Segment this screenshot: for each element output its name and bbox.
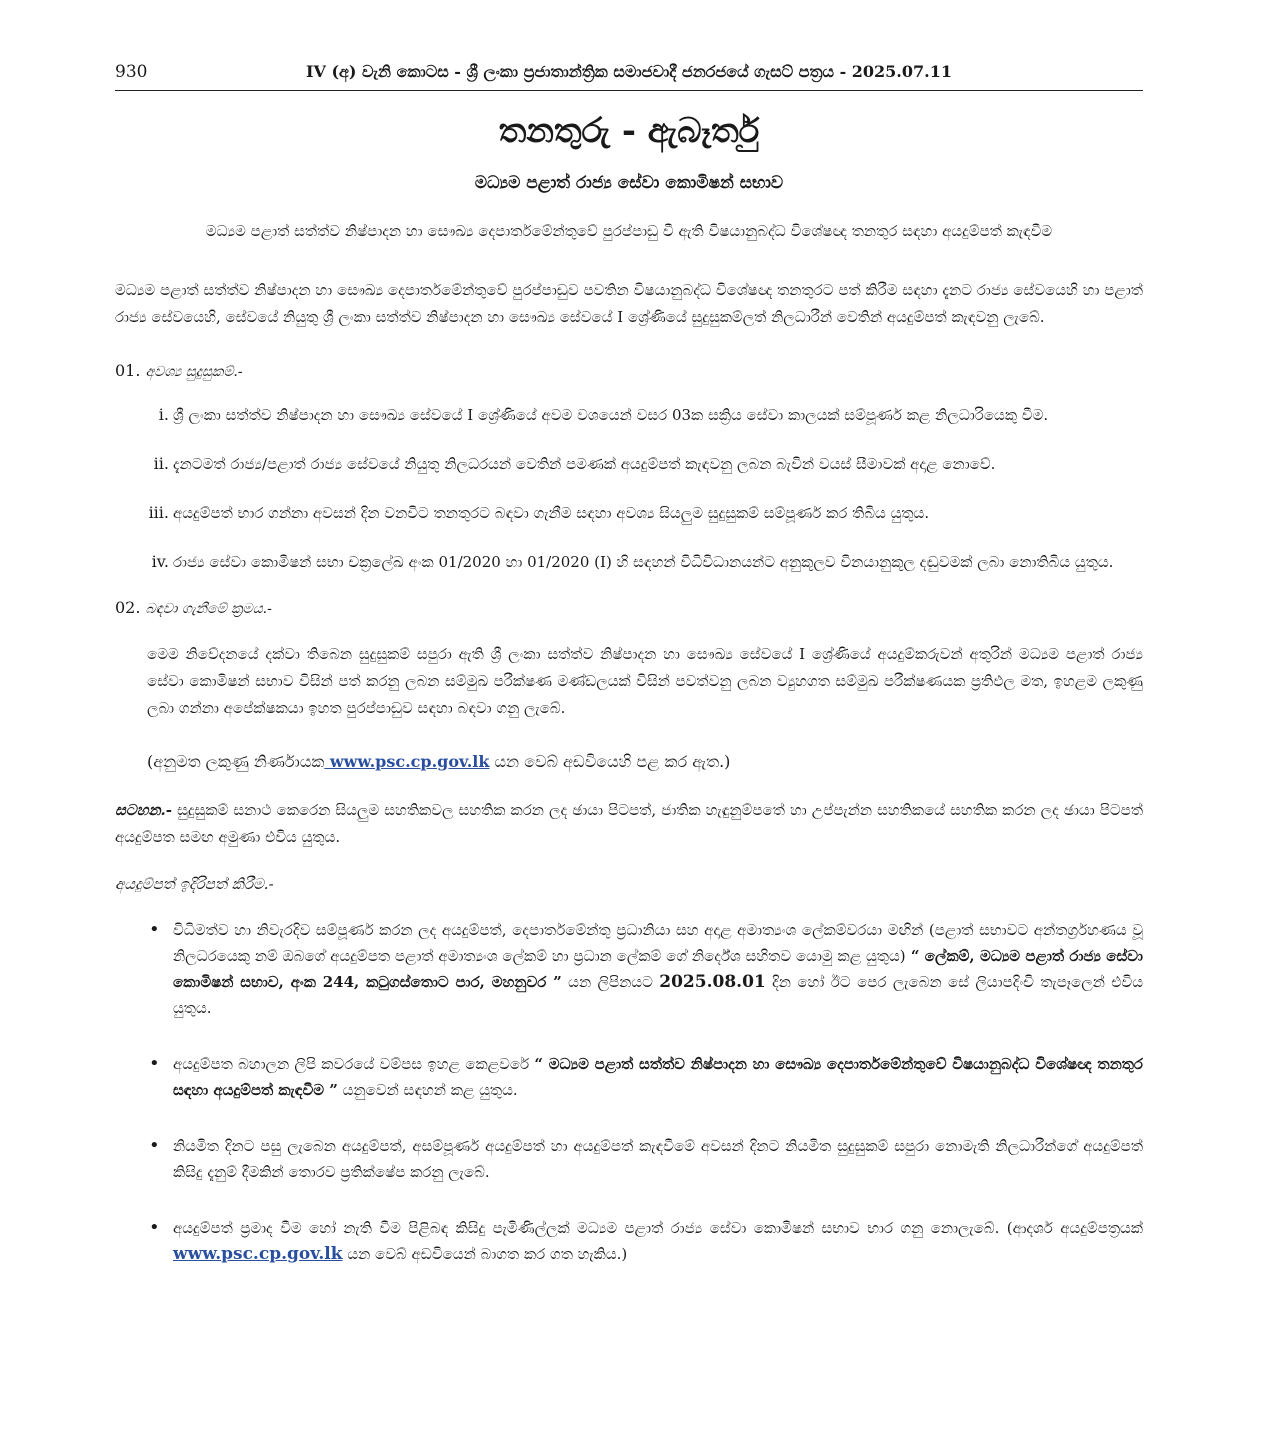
application-instructions-list bbox=[115, 917, 1143, 1267]
item-number: iii. bbox=[148, 503, 169, 522]
gazette-header-text: IV (අ) වැනි කොටස - ශ්‍රී ලංකා ප්‍රජාතාන්ත්‍රික සමාජවාදී ජනරජයේ ගැසට් පත්‍රය - 2025.07.11 bbox=[306, 62, 952, 81]
section-2-heading bbox=[115, 598, 1143, 617]
commission-name: මධ්‍යම පළාත් රාජ්‍ය සේවා කොමිෂන් සභාව bbox=[474, 173, 784, 193]
bullet-3-text: නියමිත දිනට පසු ලැබෙන අයදුම්පත්, අසම්පූර්ණ අයදුම්පත් හා අයදුම්පත් කැඳවීමේ අවසන් දිනට නියමිත සුදුසුකම් සපුරා නොමැති නිලධාරීන්ගේ අයදුම්පත් කිසිදු දැනුම් දීමකින් තොරව ප්‍රතික්ෂේප කරනු ලැබේ. bbox=[173, 1137, 1143, 1181]
approved-criteria-line bbox=[115, 748, 1143, 775]
approved-criteria-suffix: යන වෙබ් අඩවියෙහි පළ කර ඇත.) bbox=[489, 752, 731, 771]
intro-paragraph: මධ්‍යම පළාත් සත්ත්ව නිෂ්පාදන හා සෞඛ්‍ය දෙපාර්තමේන්තුවේ පුරප්පාඩුව පවතින විෂයානුබද්ධ විශේෂඥ තනතුරට පත් කිරීම සඳහා දැනට රාජ්‍ය සේවයෙහි හා පළාත් රාජ්‍ය සේවයෙහි, සේවයේ නියුතු ශ්‍රී ලංකා සත්ත්ව නිෂ්පාදන හා සෞඛ්‍ය සේවයේ I ශ්‍රේණියේ සුදුසුකම්ලත් නිලධාරීන් වෙතින් අයදුම්පත් කැඳවනු ලැබේ. bbox=[115, 281, 1143, 326]
list-item bbox=[153, 451, 1143, 477]
item-text: අයදුම්පත් භාර ගන්නා අවසන් දින වනවිට තනතුරට බඳවා ගැනීම සඳහා අවශ්‍ය සියලුම සුදුසුකම් සම්පූර්ණ කර තිබිය යුතුය. bbox=[173, 504, 930, 522]
bullet-2-end: යනුවෙන් සඳහන් කළ යුතුය. bbox=[337, 1081, 518, 1099]
page-title: තනතුරු - ඇබෑර්තු bbox=[498, 111, 760, 151]
bullet-1-text: විධිමත්ව හා නිවැරදිව සම්පූර්ණ කරන ලද අයදුම්පත්, දෙපාර්තමේන්තු ප්‍රධානියා සහ අදාළ අමාත්‍යංශ ලේකම්වරයා මඟින් (පළාත් සභාවට අන්තර්ග්‍රහණය වූ නිලධරයෙකු නම් ඔබගේ අයදුම්පත පළාත් අමාත්‍යංශ ලේකම් හා ප්‍රධාන ලේකම් ගේ නිර්දේශ සහිතව යොමු කළ යුතුය) bbox=[173, 921, 1143, 965]
application-heading: අයදුම්පත් ඉදිරිපත් කිරීම.- bbox=[115, 875, 274, 893]
item-number: ii. bbox=[153, 454, 169, 473]
item-text: රාජ්‍ය සේවා කොමිෂන් සභා චක්‍රලේඛ අංක 01/2020 හා 01/2020 (I) හි සඳහන් විධිවිධානයන්ට අනුකූලව විනයානුකූල දඬුවමක් ලබා නොතිබිය යුතුය. bbox=[173, 553, 1114, 571]
page-header bbox=[115, 56, 1143, 91]
section-1-label: අවශ්‍ය සුදුසුකම්.- bbox=[145, 364, 243, 380]
approved-criteria-prefix: (අනුමත ලකුණු නිර්ණායක bbox=[147, 752, 325, 771]
bullet-1-mid: යන ලිපිනයට bbox=[561, 973, 660, 991]
page-number: 930 bbox=[115, 62, 148, 82]
address-text: “ ලේකම්, මධ්‍යම පළාත් රාජ්‍ය සේවා කොමිෂන් සභාව, අංක 244, කටුගස්තොට පාර, මහනුවර ” bbox=[173, 947, 1143, 991]
psc-website-link[interactable]: www.psc.cp.gov.lk bbox=[173, 1244, 343, 1264]
list-item bbox=[149, 1051, 1143, 1103]
bullet-1-end: දින හෝ ඊට පෙර ලැබෙන සේ ලියාපදිංචි තැපෑලෙන් එවිය යුතුය. bbox=[173, 973, 1143, 1017]
list-item bbox=[149, 917, 1143, 1021]
section-1-number: 01. bbox=[115, 361, 141, 380]
item-number: i. bbox=[158, 405, 169, 424]
bullet-icon: • bbox=[149, 919, 160, 940]
bullet-icon: • bbox=[149, 1053, 160, 1074]
note-label: සටහන.- bbox=[115, 801, 173, 819]
gazette-page bbox=[115, 56, 1143, 1297]
deadline-date: 2025.08.01 bbox=[659, 972, 766, 992]
bullet-4-text: අයදුම්පත් ප්‍රමාද වීම හෝ නැති වීම පිළිබඳ කිසිදු පැමිණිල්ලක් මධ්‍යම පළාත් රාජ්‍ය සේවා කොමිෂන් සභාව භාර ගනු නොලැබේ. (ආදර්ශ අයදුම්පත්‍රයක් bbox=[173, 1219, 1143, 1237]
section-2-label: බඳවා ගැනීමේ ක්‍රමය.- bbox=[145, 601, 272, 617]
bullet-4-end: යන වෙබ් අඩවියෙන් බාගත කර ගත හැකිය.) bbox=[342, 1245, 628, 1263]
envelope-marking: “ මධ්‍යම පළාත් සත්ත්ව නිෂ්පාදන හා සෞඛ්‍ය දෙපාර්තමේන්තුවේ විෂයානුබද්ධ විශේෂඥ තනතුර සඳහා අයදුම්පත් කැඳවීම ” bbox=[173, 1055, 1143, 1099]
list-item bbox=[149, 1215, 1143, 1267]
qualifications-list bbox=[115, 402, 1143, 575]
bullet-icon: • bbox=[149, 1217, 160, 1238]
list-item bbox=[149, 1133, 1143, 1185]
section-2-number: 02. bbox=[115, 598, 141, 617]
item-number: iv. bbox=[151, 552, 169, 571]
notice-caption: මධ්‍යම පළාත් සත්ත්ව නිෂ්පාදන හා සෞඛ්‍ය දෙපාර්තමේන්තුවේ පුරප්පාඩු වී ඇති විෂයානුබද්ධ විශේෂඥ තනතුර සඳහා අයදුම්පත් කැඳවීම bbox=[205, 222, 1053, 240]
list-item bbox=[158, 402, 1143, 428]
section-1-heading bbox=[115, 361, 1143, 380]
recruitment-method-paragraph: මෙම නිවේදනයේ දක්වා තිබෙන සුදුසුකම් සපුරා ඇති ශ්‍රී ලංකා සත්ත්ව නිෂ්පාදන හා සෞඛ්‍ය සේවයේ I ශ්‍රේණියේ අයදුම්කරුවන් අතුරින් මධ්‍යම පළාත් රාජ්‍ය සේවා කොමිෂන් සභාව විසින් පත් කරනු ලබන සම්මුඛ පරීක්ෂණ මණ්ඩලයක් විසින් පවත්වනු ලබන ව්‍යුහගත සම්මුඛ පරීක්ෂණයක ප්‍රතිඵල මත, ඉහළම ලකුණු ලබා ගන්නා අපේක්ෂකයා ඉහත පුරප්පාඩුව සඳහා බඳවා ගනු ලැබේ. bbox=[147, 645, 1143, 717]
bullet-icon: • bbox=[149, 1135, 160, 1156]
item-text: දැනටමත් රාජ්‍ය/පළාත් රාජ්‍ය සේවයේ නියුතු නිලධරයන් වෙතින් පමණක් අයදුම්පත් කැඳවනු ලබන බැවින් වයස් සීමාවක් අදාළ නොවේ. bbox=[173, 455, 996, 473]
psc-website-link[interactable]: www.psc.cp.gov.lk bbox=[324, 752, 490, 771]
note-text: සුදුසුකම් සනාථ කෙරෙන සියලුම සහතිකවල සහතික කරන ලද ඡායා පිටපත්, ජාතික හැඳුනුම්පතේ හා උප්පැන්න සහතිකයේ සහතික කරන ලද ඡායා පිටපත් අයදුම්පත සමඟ අමුණා එවිය යුතුය. bbox=[115, 801, 1143, 846]
item-text: ශ්‍රී ලංකා සත්ත්ව නිෂ්පාදන හා සෞඛ්‍ය සේවයේ I ශ්‍රේණියේ අවම වශයෙන් වසර 03ක සක්‍රිය සේවා කාලයක් සම්පූර්ණ කළ නිලධාරියෙකු වීම. bbox=[173, 406, 1049, 424]
note-paragraph bbox=[115, 797, 1143, 851]
bullet-2-text: අයදුම්පත බහාලන ලිපි කවරයේ වම්පස ඉහළ කෙළවරේ bbox=[173, 1055, 535, 1073]
list-item bbox=[148, 500, 1143, 526]
list-item bbox=[151, 549, 1143, 575]
